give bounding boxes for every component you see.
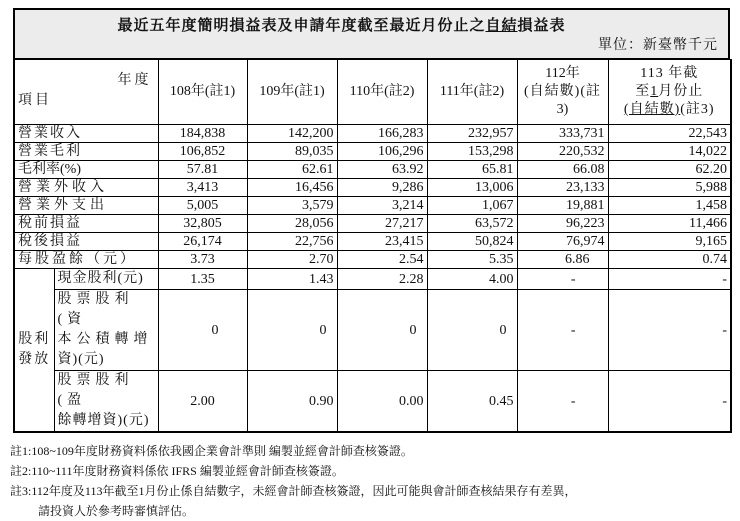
cell: 23,133: [517, 179, 608, 197]
header-113-month: 1: [650, 84, 659, 99]
cell: 96,223: [517, 215, 608, 233]
cell: 62.61: [247, 161, 337, 179]
cell: 50,824: [427, 233, 517, 251]
cell: 106,296: [337, 143, 427, 161]
row-label: 稅後損益: [14, 233, 158, 251]
cell: 16,456: [247, 179, 337, 197]
cell: 1.35: [158, 269, 247, 290]
header-113-line1: 113 年截: [640, 66, 699, 81]
cell: 14,022: [608, 143, 731, 161]
cell: 0.00: [337, 371, 427, 433]
dividend-row: [14, 290, 731, 371]
cell: 23,415: [337, 233, 427, 251]
cell: 0: [337, 290, 427, 371]
dividend-group-label: [14, 269, 54, 433]
cell: 0: [427, 290, 517, 371]
cell: 220,532: [517, 143, 608, 161]
table-row: [14, 251, 731, 269]
dividend-label-line: 股票股利(資: [57, 292, 134, 327]
cell: 3,214: [337, 197, 427, 215]
cell: 0: [247, 290, 337, 371]
table-row: [14, 143, 731, 161]
cell: 76,974: [517, 233, 608, 251]
cell: 142,200: [247, 125, 337, 143]
header-113-line2-pre: 至: [635, 84, 651, 99]
dividend-label-line: 本公積轉增: [57, 332, 153, 347]
dividend-row: [14, 269, 731, 290]
cell: 1,458: [608, 197, 731, 215]
cell: 0.45: [427, 371, 517, 433]
cell: 11,466: [608, 215, 731, 233]
cell: 0.74: [608, 251, 731, 269]
row-label: 每股盈餘（元）: [14, 251, 158, 269]
cell: 5,988: [608, 179, 731, 197]
dividend-group-label-line1: 股利: [18, 332, 51, 347]
row-label: 營業收入: [14, 125, 158, 143]
cell: -: [608, 290, 731, 371]
table-row: [14, 233, 731, 251]
cell: 2.54: [337, 251, 427, 269]
cell: 89,035: [247, 143, 337, 161]
footnote-2: 註2:110~111年度財務資料係依 IFRS 編製並經會計師查核簽證。: [10, 464, 344, 478]
header-113-line2-post: 月份止: [658, 84, 704, 99]
corner-year-label: 年度: [117, 73, 152, 88]
header-111: 111年(註2): [427, 60, 517, 125]
dividend-row: [14, 371, 731, 433]
cell: 184,838: [158, 125, 247, 143]
title-bar: [13, 8, 730, 59]
income-table: [13, 59, 732, 433]
dividend-group-label-line2: 發放: [18, 352, 51, 367]
header-112-line1: 112年: [545, 66, 580, 81]
title-underlined-text: 自結: [485, 18, 518, 34]
cell: 26,174: [158, 233, 247, 251]
table-row: [14, 179, 731, 197]
cell: 153,298: [427, 143, 517, 161]
cell: 5,005: [158, 197, 247, 215]
cell: 5.35: [427, 251, 517, 269]
header-113-line3: [612, 101, 728, 119]
unit-label: 單位：新臺幣千元: [598, 38, 718, 53]
row-label: 稅前損益: [14, 215, 158, 233]
cell: -: [517, 269, 608, 290]
header-108: 108年(註1): [158, 60, 247, 125]
cell: 63.92: [337, 161, 427, 179]
cell: 32,805: [158, 215, 247, 233]
row-label: 毛利率(%): [14, 161, 158, 179]
dividend-label-line: 餘轉增資)(元): [57, 413, 150, 428]
footnotes: [10, 441, 576, 521]
table-row: [14, 197, 731, 215]
header-112-line3: 3): [556, 102, 569, 117]
cell: 9,165: [608, 233, 731, 251]
cell: 63,572: [427, 215, 517, 233]
cell: -: [608, 371, 731, 433]
cell: 22,756: [247, 233, 337, 251]
cell: 28,056: [247, 215, 337, 233]
cell: 4.00: [427, 269, 517, 290]
footnote-3: 註3:112年度及113年截至1月份止係自結數字，未經會計師查核簽證，因此可能與會計師查核結果存有差異，: [10, 484, 577, 498]
header-113: [608, 60, 731, 125]
cell: 3,413: [158, 179, 247, 197]
header-113-note-ref: (註3): [680, 102, 715, 117]
dividend-label: [54, 290, 158, 371]
cell: 22,543: [608, 125, 731, 143]
footnote-3-continued: 請投資人於參考時審慎評估。: [38, 504, 195, 518]
cell: 106,852: [158, 143, 247, 161]
cell: 62.20: [608, 161, 731, 179]
cell: 0: [158, 290, 247, 371]
cell: 232,957: [427, 125, 517, 143]
header-109: 109年(註1): [247, 60, 337, 125]
cell: 166,283: [337, 125, 427, 143]
header-113-self-settled: (自結數): [623, 102, 681, 117]
dividend-label-line: 資)(元): [57, 352, 105, 367]
row-label: 營業毛利: [14, 143, 158, 161]
cell: 9,286: [337, 179, 427, 197]
dividend-label: 現金股利(元): [54, 269, 158, 290]
header-112-line2: (自結數)(註: [524, 84, 601, 99]
cell: 333,731: [517, 125, 608, 143]
table-row: [14, 125, 731, 143]
cell: -: [517, 290, 608, 371]
cell: 3.73: [158, 251, 247, 269]
table-row: [14, 215, 731, 233]
cell: 2.28: [337, 269, 427, 290]
corner-item-label: 項目: [18, 93, 52, 108]
cell: 2.00: [158, 371, 247, 433]
cell: 27,217: [337, 215, 427, 233]
table-row: [14, 161, 731, 179]
income-statement-sheet: [13, 8, 730, 433]
cell: 2.70: [247, 251, 337, 269]
title-text-end: 損益表: [517, 18, 566, 34]
header-113-line2: [612, 83, 728, 101]
cell: 19,881: [517, 197, 608, 215]
cell: 66.08: [517, 161, 608, 179]
header-row: [14, 60, 731, 125]
header-corner: [14, 60, 158, 125]
row-label: 營業外收入: [14, 179, 158, 197]
cell: 6.86: [517, 251, 608, 269]
cell: 1.43: [247, 269, 337, 290]
title-text: 最近五年度簡明損益表及申請年度截至最近月份止之: [117, 18, 486, 34]
cell: 1,067: [427, 197, 517, 215]
cell: 13,006: [427, 179, 517, 197]
header-110: 110年(註2): [337, 60, 427, 125]
cell: 65.81: [427, 161, 517, 179]
row-label: 營業外支出: [14, 197, 158, 215]
cell: 0.90: [247, 371, 337, 433]
cell: 57.81: [158, 161, 247, 179]
header-112: [517, 60, 608, 125]
dividend-label-line: 股票股利(盈: [57, 373, 134, 408]
cell: 3,579: [247, 197, 337, 215]
table-title: [15, 14, 728, 35]
cell: -: [608, 269, 731, 290]
dividend-label: [54, 371, 158, 433]
cell: -: [517, 371, 608, 433]
footnote-1: 註1:108~109年度財務資料係依我國企業會計準則 編製並經會計師查核簽證。: [10, 444, 413, 458]
